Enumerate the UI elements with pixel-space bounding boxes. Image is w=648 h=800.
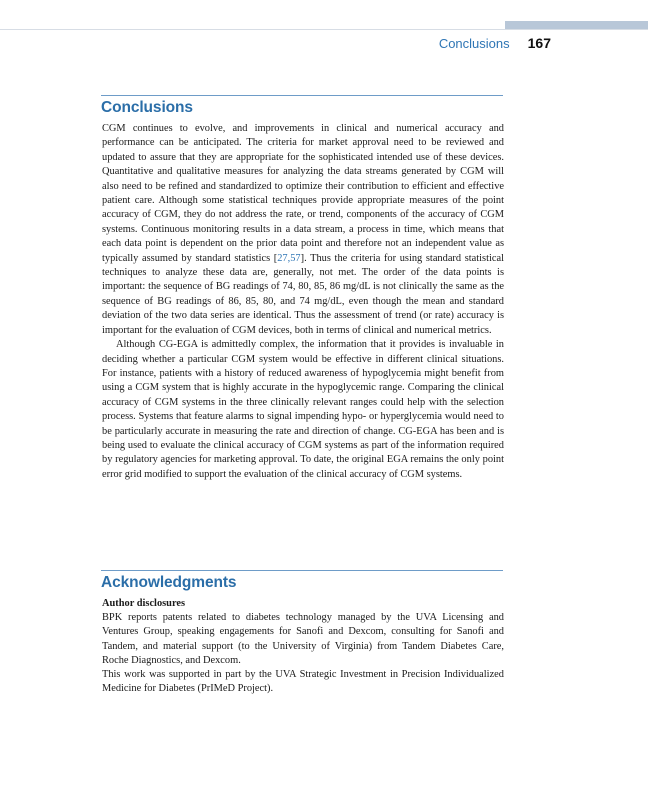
paragraph-text: ]. Thus the criteria for using standard statistical techniques to analyze these data are, generally, not met. The order of the data points is important: the sequence of BG readings of 74, 80, 85, 86 mg/dL is not clinically the same as the sequence of BG readings of 86, 85, 80, and 74 mg/dL, even though the mean and standard deviation of the two data series are identical. Thus the assessment of trend (or rate) accuracy is important for the evaluation of CGM devices, both in terms of clinical and numerical metrics.: [102, 252, 504, 336]
conclusions-paragraph-1: [102, 122, 504, 338]
header-rule: [0, 29, 648, 30]
paragraph-text: CGM continues to evolve, and improvements in clinical and numerical accuracy and performance can be anticipated. The criteria for market approval need to be reviewed and updated to assure that they are appropriate for the sophisticated intended use of these devices. Quantitative and qualitative measures for analyzing the data streams generated by CGM will also need to be refined and standardized to optimize their contribution to efficient and effective patient care. Although some statistical techniques provide appropriate measures of the point accuracy of CGM, they do not address the rate, or trend, components of the accuracy of CGM systems. Continuous monitoring results in a data stream, a process in time, which means that each data point is dependent on the prior data point and therefore not an independent value as typically assumed by standard statistics [: [102, 123, 504, 264]
conclusions-heading: Conclusions: [101, 99, 193, 116]
author-disclosures-subheading: Author disclosures: [102, 598, 186, 609]
conclusions-body: [102, 122, 504, 482]
page-number: 167: [527, 35, 551, 51]
disclosure-paragraph: BPK reports patents related to diabetes technology managed by the UVA Licensing and Ventures Group, speaking engagements for Sanofi and Dexcom, consulting for Sanofi and Tandem, and material support (to the University of Virginia) from Tandem Diabetes Care, Roche Diagnostics, and Dexcom.: [102, 612, 504, 666]
citation-link[interactable]: 57: [290, 252, 301, 264]
acknowledgments-rule: [101, 570, 503, 571]
citation-separator: ,: [287, 252, 291, 264]
running-head-section: Conclusions: [438, 36, 510, 51]
support-paragraph: This work was supported in part by the UVA Strategic Investment in Precision Individualized Medicine for Diabetes (PrIMeD Project).: [102, 669, 504, 695]
conclusions-paragraph-2: Although CG-EGA is admittedly complex, the information that it provides is invaluable in deciding whether a particular CGM system would be effective in different clinical situations. For instance, patients with a history of reduced awareness of hypoglycemia might benefit from using a CGM system that is highly accurate in the hypoglycemic range. Comparing the clinical accuracy of CGM systems in the three clinically relevant ranges could help with the selection process. Systems that feature alarms to signal impending hypo- or hyperglycemia would need to be particularly accurate in measuring the rate and direction of change. CG-EGA has been and is being used to evaluate the clinical accuracy of CGM systems as part of the information required by regulatory agencies for marketing approval. To date, the original EGA remains the only point error grid modified to support the evaluation of the clinical accuracy of CGM systems.: [102, 339, 504, 480]
running-head: [0, 35, 551, 51]
conclusions-rule: [101, 95, 503, 96]
acknowledgments-heading: Acknowledgments: [101, 574, 237, 591]
acknowledgments-body: [102, 597, 504, 696]
citation-link[interactable]: 27: [277, 252, 288, 264]
